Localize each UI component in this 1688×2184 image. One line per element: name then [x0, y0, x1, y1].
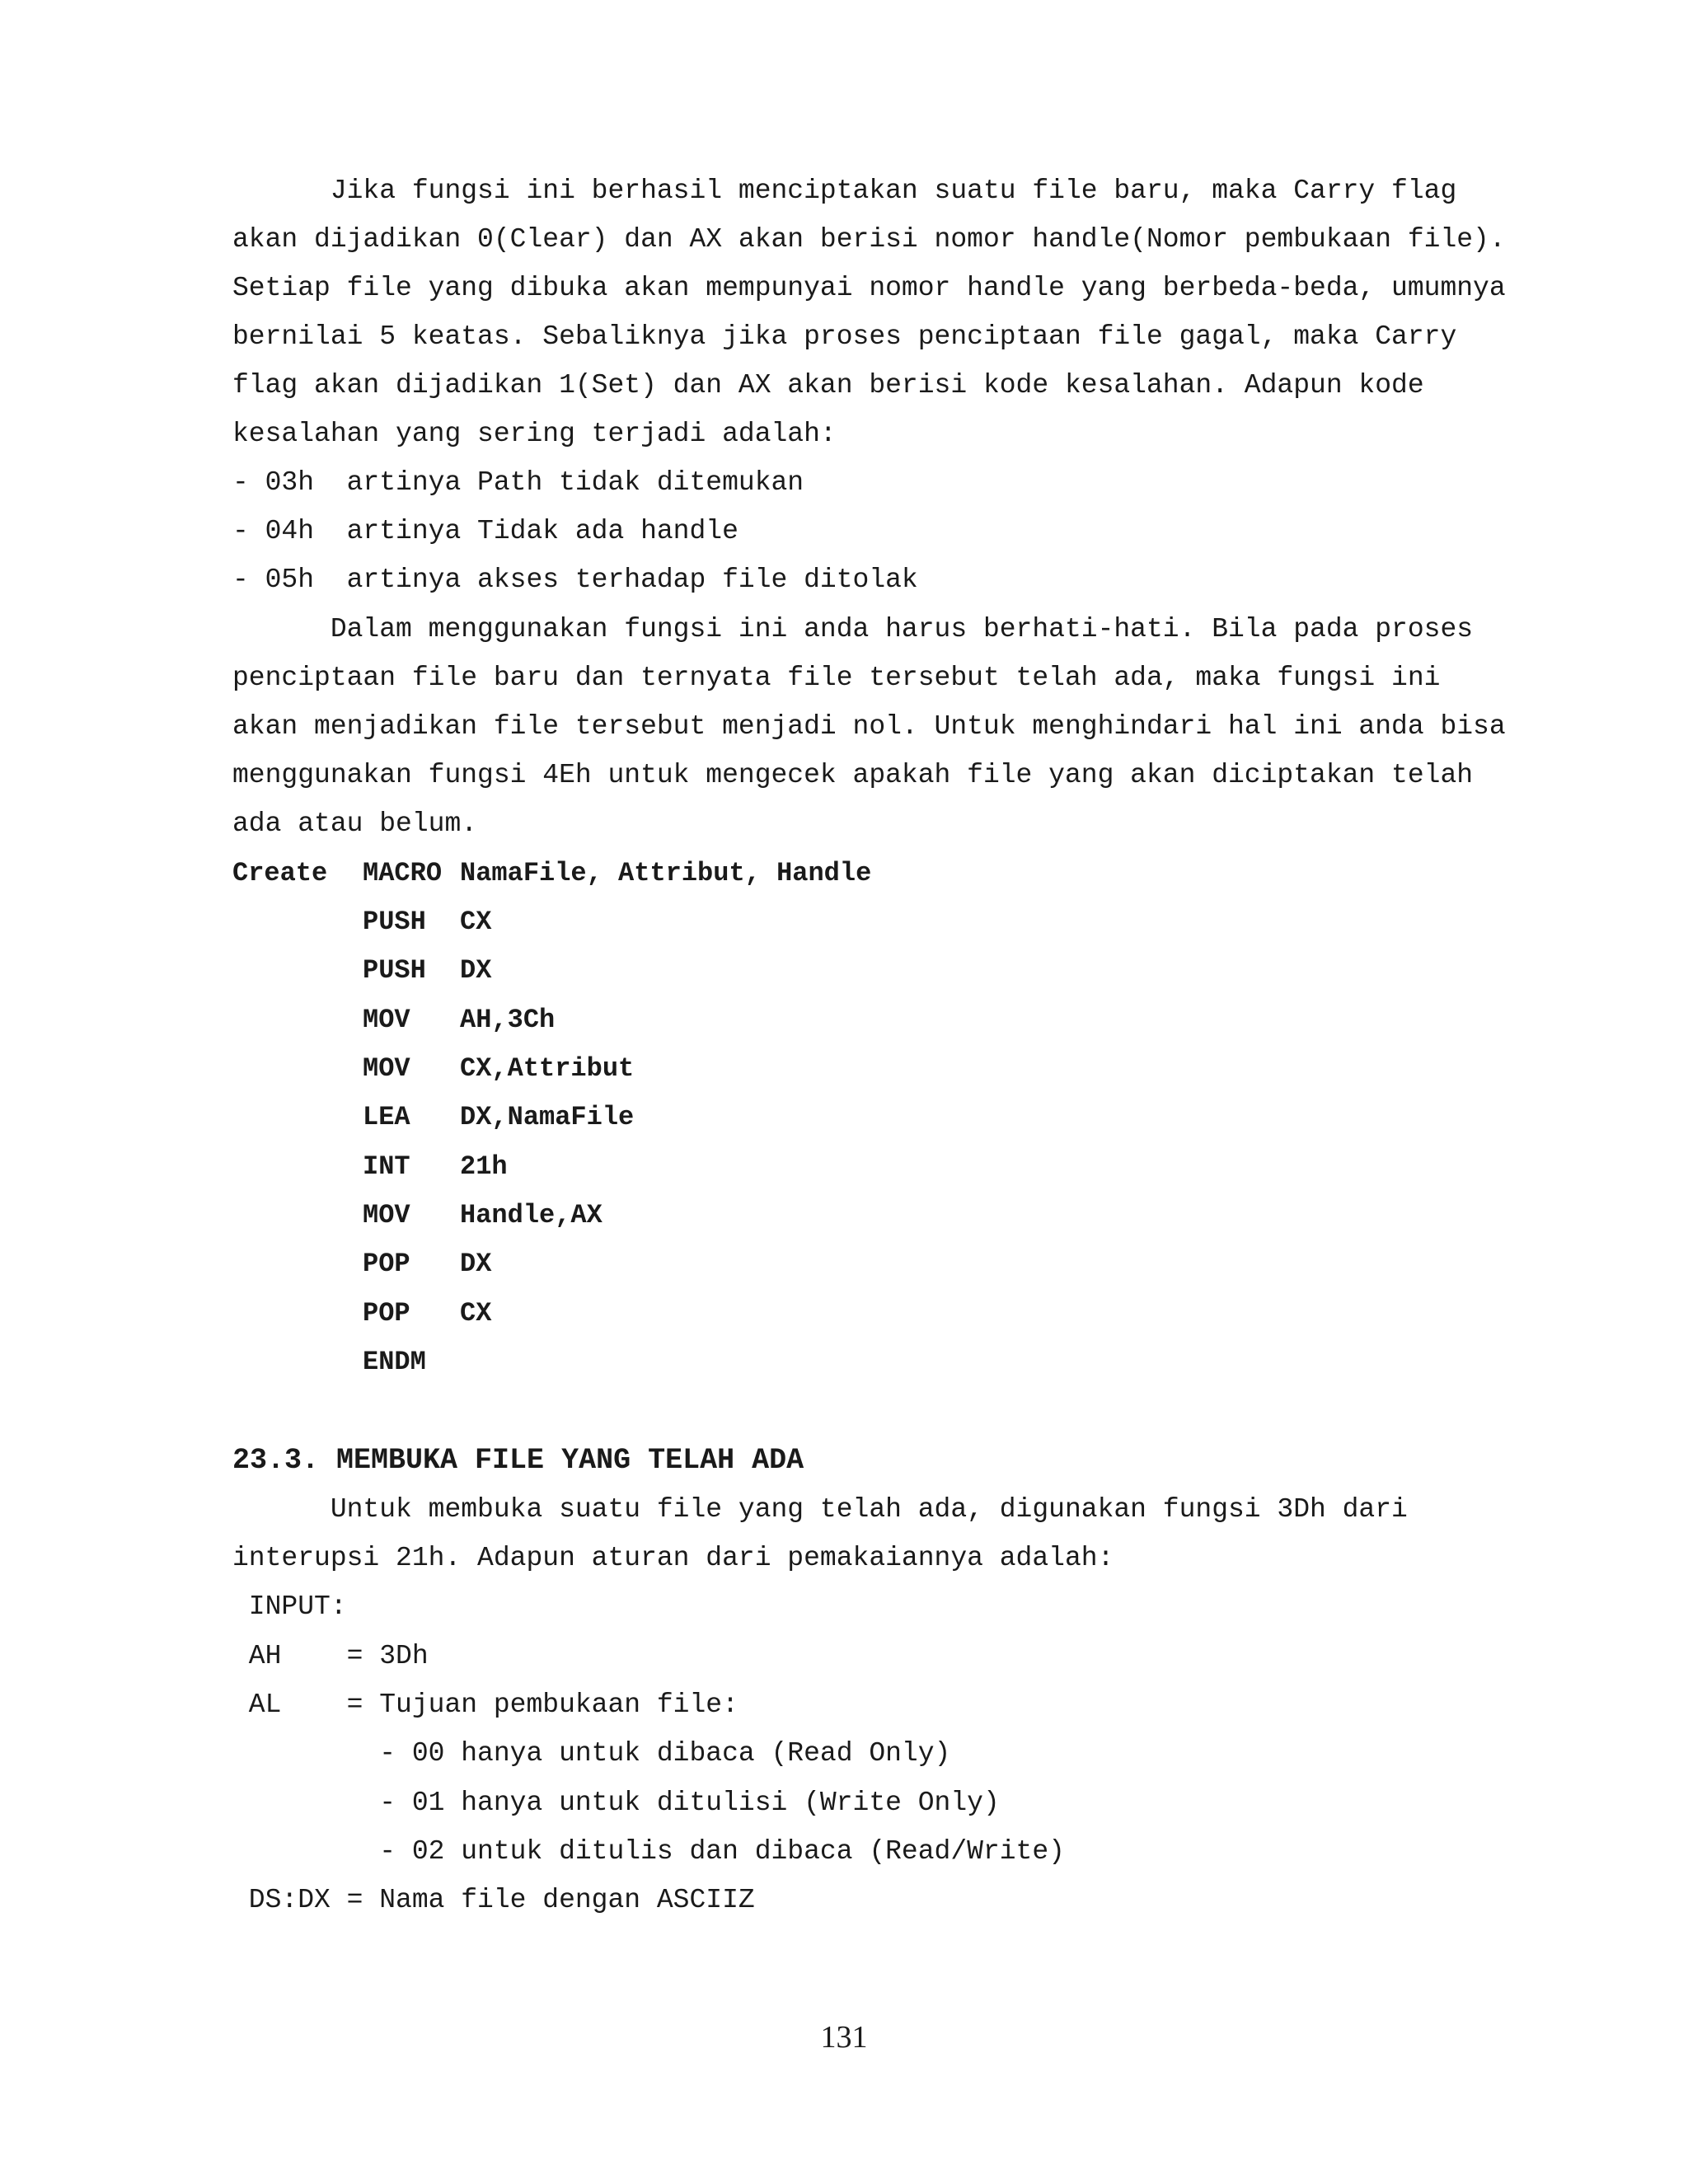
text-line: flag akan dijadikan 1(Set) dan AX akan berisi kode kesalahan. Adapun kode	[232, 370, 1424, 401]
code-op: MOV	[363, 1053, 410, 1084]
input-line: AH = 3Dh	[232, 1641, 429, 1671]
code-args: CX	[460, 907, 492, 937]
list-item: - 05h artinya akses terhadap file ditolak	[232, 565, 918, 595]
text-line: akan menjadikan file tersebut menjadi nol. Untuk menghindari hal ini anda bisa	[232, 711, 1506, 742]
text-line: akan dijadikan 0(Clear) dan AX akan berisi nomor handle(Nomor pembukaan file).	[232, 224, 1506, 255]
code-op: PUSH	[363, 907, 426, 937]
code-args: CX	[460, 1298, 492, 1329]
code-args: AH,3Ch	[460, 1005, 556, 1035]
page-number: 131	[820, 2020, 868, 2055]
code-label: Create	[232, 858, 328, 888]
text-line: kesalahan yang sering terjadi adalah:	[232, 419, 837, 449]
input-line: - 01 hanya untuk ditulisi (Write Only)	[232, 1788, 1000, 1818]
text-line: Dalam menggunakan fungsi ini anda harus berhati-hati. Bila pada proses	[232, 614, 1474, 644]
code-op: POP	[363, 1298, 410, 1329]
input-line: AL = Tujuan pembukaan file:	[232, 1690, 738, 1720]
text-line: menggunakan fungsi 4Eh untuk mengecek apakah file yang akan diciptakan telah	[232, 760, 1474, 790]
input-line: - 02 untuk ditulis dan dibaca (Read/Write)	[232, 1836, 1065, 1867]
input-line: DS:DX = Nama file dengan ASCIIZ	[232, 1885, 755, 1915]
code-args: 21h	[460, 1151, 508, 1182]
code-args: DX	[460, 955, 492, 986]
code-args: NamaFile, Attribut, Handle	[460, 858, 872, 888]
text-line: interupsi 21h. Adapun aturan dari pemakaiannya adalah:	[232, 1543, 1114, 1573]
code-op: ENDM	[363, 1347, 426, 1377]
text-line: penciptaan file baru dan ternyata file tersebut telah ada, maka fungsi ini	[232, 663, 1441, 693]
text-line: Jika fungsi ini berhasil menciptakan suatu file baru, maka Carry flag	[232, 176, 1457, 206]
code-op: INT	[363, 1151, 410, 1182]
code-op: MOV	[363, 1200, 410, 1230]
code-op: MOV	[363, 1005, 410, 1035]
text-line: ada atau belum.	[232, 808, 478, 839]
text-line: Untuk membuka suatu file yang telah ada, digunakan fungsi 3Dh dari	[232, 1494, 1408, 1525]
code-args: DX,NamaFile	[460, 1102, 635, 1132]
section-heading: 23.3. MEMBUKA FILE YANG TELAH ADA	[232, 1444, 804, 1477]
input-line: INPUT:	[232, 1591, 347, 1622]
list-item: - 03h artinya Path tidak ditemukan	[232, 467, 804, 498]
code-args: DX	[460, 1249, 492, 1279]
code-args: Handle,AX	[460, 1200, 603, 1230]
code-op: POP	[363, 1249, 410, 1279]
list-item: - 04h artinya Tidak ada handle	[232, 516, 738, 546]
code-op: LEA	[363, 1102, 410, 1132]
code-op: PUSH	[363, 955, 426, 986]
text-line: Setiap file yang dibuka akan mempunyai nomor handle yang berbeda-beda, umumnya	[232, 273, 1506, 303]
text-line: bernilai 5 keatas. Sebaliknya jika proses penciptaan file gagal, maka Carry	[232, 321, 1457, 352]
input-line: - 00 hanya untuk dibaca (Read Only)	[232, 1738, 951, 1769]
code-op: MACRO	[363, 858, 443, 888]
code-args: CX,Attribut	[460, 1053, 635, 1084]
